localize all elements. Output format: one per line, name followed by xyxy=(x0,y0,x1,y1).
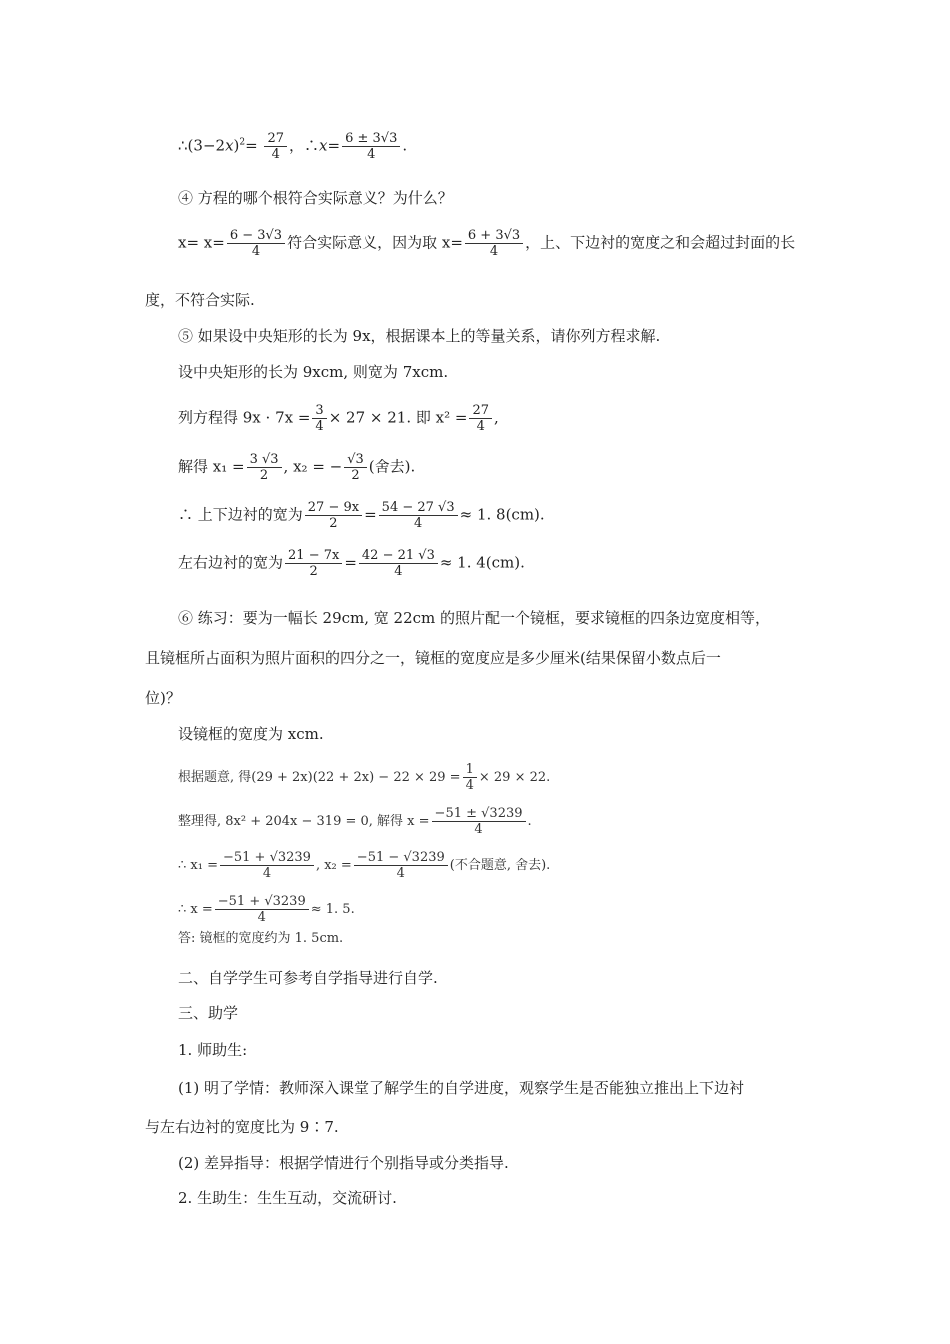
numerator: 54 − 27 √3 xyxy=(379,500,458,516)
numerator: 1 xyxy=(463,762,477,778)
eq-text: ≈ 1. 4(cm). xyxy=(439,553,525,572)
denominator: 4 xyxy=(257,910,266,925)
question-5: ⑤ 如果设中央矩形的长为 9x，根据课本上的等量关系，请你列方程求解. xyxy=(178,327,661,345)
answer-6-line-4 xyxy=(178,850,550,881)
eq-text: ∴ 上下边衬的宽为 xyxy=(178,505,303,524)
eq-text: 解得 x₁ = xyxy=(178,457,245,476)
denominator: 4 xyxy=(367,147,376,162)
numerator: 21 − 7x xyxy=(285,548,342,564)
answer-6-line-5 xyxy=(178,894,355,925)
answer-5-line-3 xyxy=(178,452,415,483)
eq-text: (舍去). xyxy=(368,457,416,476)
eq-text: , x₂ = xyxy=(315,858,352,873)
eq-text: ≈ 1. 5. xyxy=(310,902,355,917)
eq-text: ∴ x₁ = xyxy=(178,858,218,873)
numerator: −51 − √3239 xyxy=(354,850,448,866)
denominator: 2 xyxy=(259,468,269,483)
eq-sign: = xyxy=(327,136,341,155)
answer-5-line-2 xyxy=(178,403,499,434)
numerator: −51 + √3239 xyxy=(215,894,309,910)
question-4: ④ 方程的哪个根符合实际意义？为什么？ xyxy=(178,189,453,207)
denominator: 4 xyxy=(476,419,485,434)
eq-text: 左右边衬的宽为 xyxy=(178,553,284,572)
numerator: 27 − 9x xyxy=(305,500,362,516)
eq-sign: = xyxy=(344,553,357,572)
fraction xyxy=(465,228,523,259)
section-3-item-1b: (2) 差异指导：根据学情进行个别指导或分类指导. xyxy=(178,1154,509,1172)
answer-6-line-2 xyxy=(178,762,550,793)
eq-text: . xyxy=(402,136,408,155)
answer-4-line-2: 度，不符合实际. xyxy=(145,291,255,309)
answer-6-line-3 xyxy=(178,806,532,837)
numerator: −51 ± √3239 xyxy=(432,806,526,822)
section-3-item-1a-line-1: (1) 明了学情：教师深入课堂了解学生的自学进度，观察学生是否能独立推出上下边衬 xyxy=(178,1079,745,1097)
eq-text: . xyxy=(527,814,532,829)
section-3-item-1: 1. 师助生: xyxy=(178,1041,248,1059)
fraction xyxy=(312,403,326,434)
section-3: 三、助学 xyxy=(178,1004,239,1022)
eq-text: 列方程得 9x · 7x = xyxy=(178,408,311,427)
eq-sign: = xyxy=(245,136,258,155)
fraction xyxy=(344,452,367,483)
eq-text: x= x= xyxy=(178,233,225,252)
numerator: 27 xyxy=(469,403,492,419)
fraction xyxy=(305,500,362,531)
denominator: 4 xyxy=(414,516,423,531)
eq-text: , x₂ = − xyxy=(283,457,343,476)
denominator: 4 xyxy=(315,419,324,434)
eq-text: 整理得, 8x² + 204x − 319 = 0, 解得 x = xyxy=(178,814,430,829)
fraction xyxy=(285,548,342,579)
fraction xyxy=(264,131,287,162)
denominator: 4 xyxy=(474,822,483,837)
eq-text: ，∴ xyxy=(289,136,320,155)
section-2: 二、自学学生可参考自学指导进行自学. xyxy=(178,969,438,987)
denominator: 4 xyxy=(251,244,261,259)
fraction xyxy=(469,403,492,434)
question-6-line-3: 位)？ xyxy=(145,689,181,707)
denominator: 4 xyxy=(396,866,405,881)
fraction xyxy=(432,806,526,837)
numerator: √3 xyxy=(344,452,367,468)
eq-text: 符合实际意义，因为取 x= xyxy=(287,233,463,252)
fraction xyxy=(354,850,448,881)
numerator: 6 ± 3√3 xyxy=(342,131,400,147)
answer-6-line-6: 答: 镜框的宽度约为 1. 5cm. xyxy=(178,931,344,946)
answer-6-line-1: 设镜框的宽度为 xcm. xyxy=(178,725,324,743)
numerator: −51 + √3239 xyxy=(220,850,314,866)
eq-text: ∴ x = xyxy=(178,902,213,917)
section-3-item-1a-line-2: 与左右边衬的宽度比为 9∶7. xyxy=(145,1118,339,1136)
numerator: 27 xyxy=(264,131,287,147)
section-3-item-2: 2. 生助生：生生互动，交流研讨. xyxy=(178,1189,397,1207)
fraction xyxy=(220,850,314,881)
denominator: 4 xyxy=(394,564,403,579)
answer-4-line-1 xyxy=(178,228,795,259)
eq-text: ∴(3−2 xyxy=(178,136,226,155)
denominator: 2 xyxy=(309,564,318,579)
exponent: 2 xyxy=(239,137,246,148)
fraction xyxy=(463,762,477,793)
answer-5-line-1: 设中央矩形的长为 9xcm, 则宽为 7xcm. xyxy=(178,363,449,381)
numerator: 3 xyxy=(312,403,326,419)
denominator: 2 xyxy=(351,468,360,483)
eq-text: × 27 × 21. 即 x² = xyxy=(328,408,468,427)
question-6-line-2: 且镜框所占面积为照片面积的四分之一，镜框的宽度应是多少厘米(结果保留小数点后一 xyxy=(145,649,721,667)
fraction xyxy=(215,894,309,925)
eq-text: , xyxy=(493,408,499,427)
numerator: 6 + 3√3 xyxy=(465,228,523,244)
eq-text: (不合题意, 舍去). xyxy=(449,858,551,873)
answer-5-line-4 xyxy=(178,500,545,531)
var-x: x xyxy=(319,136,328,155)
var-x: x xyxy=(225,136,234,155)
question-6-line-1: ⑥ 练习：要为一幅长 29cm, 宽 22cm 的照片配一个镜框，要求镜框的四条边宽度相等， xyxy=(178,609,771,627)
eq-text: ≈ 1. 8(cm). xyxy=(459,505,545,524)
fraction xyxy=(247,452,282,483)
denominator: 4 xyxy=(271,147,280,162)
fraction xyxy=(342,131,400,162)
fraction xyxy=(227,228,285,259)
answer-5-line-5 xyxy=(178,548,525,579)
denominator: 2 xyxy=(329,516,338,531)
fraction xyxy=(379,500,458,531)
eq-text: 根据题意, 得(29 + 2x)(22 + 2x) − 22 × 29 = xyxy=(178,770,461,785)
denominator: 4 xyxy=(489,244,499,259)
eq-text: ) xyxy=(233,136,240,155)
eq-text: ，上、下边衬的宽度之和会超过封面的长 xyxy=(525,233,796,252)
denominator: 4 xyxy=(262,866,272,881)
numerator: 3 √3 xyxy=(247,452,282,468)
eq-text: × 29 × 22. xyxy=(478,770,551,785)
eq-sign: = xyxy=(364,505,377,524)
numerator: 6 − 3√3 xyxy=(227,228,285,244)
denominator: 4 xyxy=(465,778,474,793)
equation-line-1 xyxy=(178,131,407,162)
fraction xyxy=(359,548,438,579)
numerator: 42 − 21 √3 xyxy=(359,548,438,564)
